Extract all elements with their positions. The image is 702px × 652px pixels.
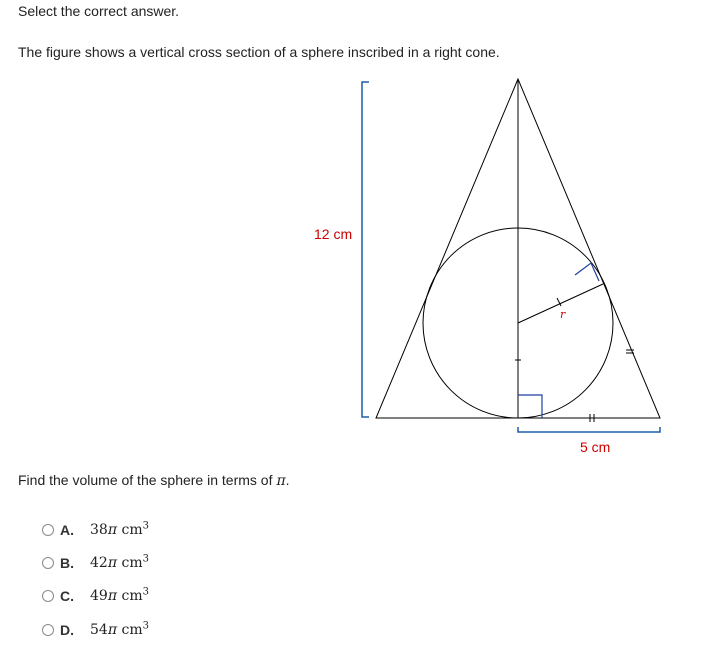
choice-c-exp: 3	[142, 586, 149, 598]
choice-b-coef: 42	[90, 555, 108, 571]
tangent-right-angle	[575, 263, 599, 281]
choice-b-unit: cm	[121, 555, 143, 571]
choice-a-value	[90, 522, 149, 538]
choice-d-pi: π	[107, 622, 118, 638]
radio-a[interactable]	[42, 524, 54, 536]
choice-b-value	[90, 555, 149, 571]
choice-d-letter: D.	[60, 622, 74, 638]
radio-b[interactable]	[42, 557, 54, 569]
prompt-text	[18, 472, 290, 489]
choice-c-pi: π	[107, 588, 118, 604]
choice-a-pi: π	[107, 522, 118, 538]
choice-d[interactable]	[42, 622, 149, 638]
question-text: The figure shows a vertical cross section of a sphere inscribed in a right cone.	[18, 44, 500, 60]
height-bracket	[362, 82, 369, 417]
choice-c-unit: cm	[121, 588, 143, 604]
instruction-text: Select the correct answer.	[18, 3, 180, 19]
choice-a-letter: A.	[60, 522, 74, 538]
choice-a-coef: 38	[90, 522, 108, 538]
prompt-main: Find the volume of the sphere in terms of	[18, 472, 273, 488]
radius-label-r: r	[560, 308, 566, 321]
radio-d[interactable]	[42, 624, 54, 636]
prompt-period: .	[285, 472, 290, 488]
choice-b[interactable]	[42, 555, 149, 571]
choice-c[interactable]	[42, 588, 149, 604]
choice-d-coef: 54	[90, 622, 108, 638]
choice-d-exp: 3	[142, 620, 149, 632]
radio-c[interactable]	[42, 590, 54, 602]
choice-a-unit: cm	[121, 522, 143, 538]
radius-bracket	[518, 427, 660, 432]
choice-b-exp: 3	[142, 553, 149, 565]
choice-b-pi: π	[107, 555, 118, 571]
prompt-pi-symbol: π	[276, 473, 286, 489]
choice-c-value	[90, 588, 149, 604]
choice-c-coef: 49	[90, 588, 108, 604]
choice-d-value	[90, 622, 149, 638]
height-label: 12 cm	[314, 226, 353, 242]
base-radius-label: 5 cm	[580, 439, 611, 455]
base-right-angle	[518, 395, 542, 418]
choice-a[interactable]	[42, 522, 149, 538]
choice-a-exp: 3	[142, 520, 149, 532]
choice-c-letter: C.	[60, 588, 74, 604]
choice-d-unit: cm	[121, 622, 143, 638]
choice-b-letter: B.	[60, 555, 74, 571]
